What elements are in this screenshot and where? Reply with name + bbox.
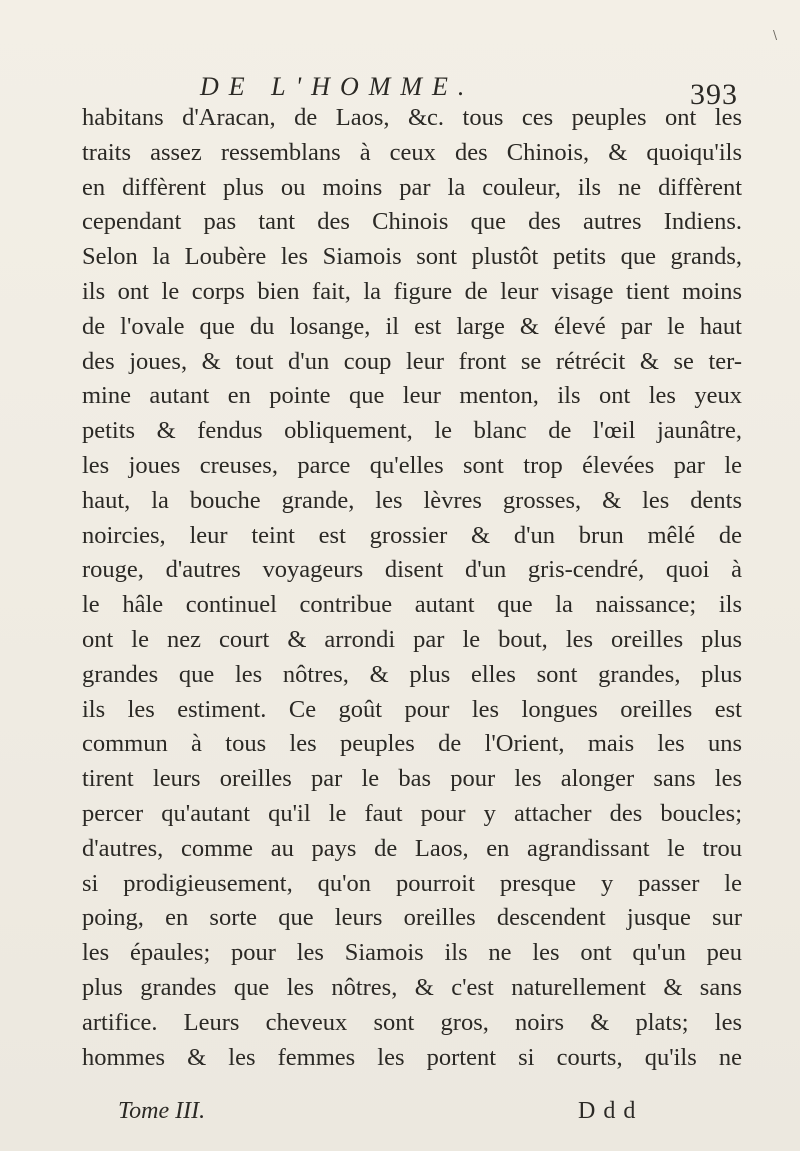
text-line: grandes que les nôtres, & plus elles sont grandes, plus [82,660,742,688]
volume-label: Tome III. [118,1098,206,1124]
page-number: 393 [690,78,738,111]
text-line: petits & fendus obliquement, le blanc de l'œil jaunâtre, [82,417,742,445]
text-line: ils les estiment. Ce goût pour les longues oreilles est [82,695,742,723]
body-text [82,101,742,1075]
text-line: les épaules; pour les Siamois ils ne les ont qu'un peu [82,939,742,967]
text-line: tirent leurs oreilles par le bas pour les alonger sans les [82,765,742,793]
text-line: Selon la Loubère les Siamois sont plustôt petits que grands, [82,243,742,271]
text-line: des joues, & tout d'un coup leur front se rétrécit & se ter- [82,347,742,375]
running-head: DE L'HOMME. [200,72,475,101]
text-line: commun à tous les peuples de l'Orient, mais les uns [82,730,742,758]
corner-mark: \ [773,28,778,42]
text-line: ont le nez court & arrondi par le bout, les oreilles plus [82,625,742,653]
text-line: mine autant en pointe que leur menton, ils ont les yeux [82,382,742,410]
text-line: plus grandes que les nôtres, & c'est naturellement & sans [82,973,742,1001]
text-line: de l'ovale que du losange, il est large & élevé par le haut [82,312,742,340]
signature-mark: D d d [578,1098,637,1124]
text-line: d'autres, comme au pays de Laos, en agrandissant le trou [82,834,742,862]
text-line: habitans d'Aracan, de Laos, &c. tous ces peuples ont les [82,104,742,131]
text-line: traits assez ressemblans à ceux des Chinois, & quoiqu'ils [82,138,742,166]
text-line: si prodigieusement, qu'on pourroit presque y passer le [82,869,742,897]
text-line: rouge, d'autres voyageurs disent d'un gris-cendré, quoi à [82,556,742,584]
text-line: artifice. Leurs cheveux sont gros, noirs & plats; les [82,1008,742,1036]
text-line: en diffèrent plus ou moins par la couleur, ils ne diffèrent [82,173,742,201]
text-line: haut, la bouche grande, les lèvres grosses, & les dents [82,486,742,514]
text-line: percer qu'autant qu'il le faut pour y attacher des boucles; [82,799,742,827]
text-line: le hâle continuel contribue autant que la naissance; ils [82,591,742,619]
text-line: cependant pas tant des Chinois que des autres Indiens. [82,208,742,236]
text-line: les joues creuses, parce qu'elles sont trop élevées par le [82,451,742,479]
text-line: poing, en sorte que leurs oreilles descendent jusque sur [82,904,742,932]
text-line: hommes & les femmes les portent si courts, qu'ils ne [82,1043,742,1071]
text-line: noircies, leur teint est grossier & d'un brun mêlé de [82,521,742,549]
text-line: ils ont le corps bien fait, la figure de leur visage tient moins [82,277,742,305]
